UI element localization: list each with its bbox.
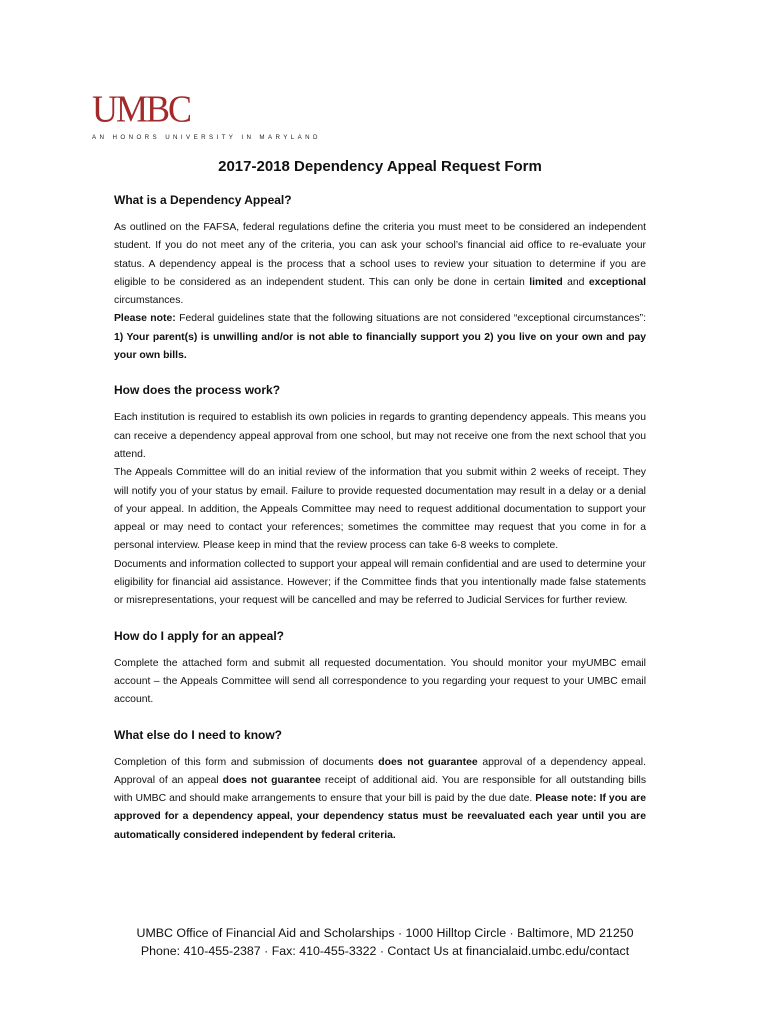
- bold-text: exceptional: [588, 276, 646, 288]
- section: [114, 728, 646, 845]
- footer-address: UMBC Office of Financial Aid and Scholarships · 1000 Hilltop Circle · Baltimore, MD 21250: [136, 926, 634, 940]
- section-heading: What else do I need to know?: [114, 727, 283, 742]
- bold-text: limited: [529, 276, 563, 288]
- logo-tagline: AN HONORS UNIVERSITY IN MARYLAND: [92, 134, 321, 141]
- text-run: Each institution is required to establish its own policies in regards to granting dependency appeals. This means you can receive a dependency appeal approval from one school, but may not receive one from the next school that you attend.: [114, 412, 646, 460]
- section: [114, 383, 646, 610]
- section-heading: How do I apply for an appeal?: [114, 628, 285, 643]
- bold-text: does not guarantee: [222, 774, 321, 786]
- bold-text: does not guarantee: [378, 756, 478, 768]
- footer: [0, 924, 770, 960]
- sections-container: [114, 193, 646, 845]
- document-body: [114, 158, 646, 845]
- text-run: As outlined on the FAFSA, federal regulations define the criteria you must meet to be considered an independent student. If you do not meet any of the criteria, you can ask your school’s financial aid office to re-evaluate your status. A dependency appeal is the process that a school uses to review your situation to determine if you are eligible to be considered as an independent student. This can only be done in certain: [114, 222, 646, 288]
- text-run: and: [562, 276, 589, 288]
- page-title: 2017-2018 Dependency Appeal Request Form: [218, 158, 542, 175]
- paragraph: [114, 409, 646, 464]
- section: [114, 629, 646, 710]
- section-heading: How does the process work?: [114, 383, 281, 398]
- section-heading: What is a Dependency Appeal?: [114, 193, 292, 207]
- paragraph: [114, 754, 646, 845]
- text-run: Federal guidelines state that the following situations are not considered “exceptional circumstances”:: [175, 313, 646, 325]
- text-run: The Appeals Committee will do an initial review of the information that you submit within 2 weeks of receipt. They will notify you of your status by email. Failure to provide requested documentation may result in a delay or a denial of your appeal. In addition, the Appeals Committee may need to request additional documentation to support your appeal or may need to contact your references; sometimes the committee may request that you come in for a personal interview. Please keep in mind that the review process can take 6-8 weeks to complete.: [114, 467, 646, 552]
- paragraph: [114, 464, 646, 555]
- logo-wordmark: UMBC: [92, 87, 191, 130]
- paragraph: [114, 556, 646, 611]
- text-run: Completion of this form and submission of documents: [114, 756, 379, 768]
- text-run: circumstances.: [114, 295, 184, 307]
- paragraph: [114, 219, 646, 310]
- footer-contact: Phone: 410-455-2387 · Fax: 410-455-3322 · Contact Us at financialaid.umbc.edu/contact: [140, 944, 630, 958]
- text-run: receipt of additional aid. You are responsible for all outstanding bills with UMBC and should make arrangements to ensure that your bill is paid by the due date.: [114, 774, 647, 805]
- text-run: approval of a dependency appeal. Approval of an appeal: [114, 756, 646, 786]
- paragraph: [114, 310, 646, 365]
- section: [114, 193, 646, 365]
- paragraph: [114, 655, 646, 710]
- text-run: Documents and information collected to support your appeal will remain confidential and are used to determine your eligibility for financial aid assistance. However; if the Committee finds that you intentionally made false statements or misrepresentations, your request will be cancelled and may be referred to Judicial Services for further review.: [114, 558, 646, 607]
- bold-text: Please note: If you are approved for a dependency appeal, your dependency status must be reevaluated each year until you are automatically considered independent by federal criteria.: [114, 793, 646, 841]
- bold-text: Please note:: [114, 313, 176, 325]
- bold-text: 1) Your parent(s) is unwilling and/or is not able to financially support you 2) you live on your own and pay your own bills.: [114, 331, 646, 362]
- umbc-logo: [92, 87, 321, 141]
- text-run: Complete the attached form and submit all requested documentation. You should monitor your myUMBC email account – the Appeals Committee will send all correspondence to you regarding your request to your UMBC email account.: [114, 657, 646, 706]
